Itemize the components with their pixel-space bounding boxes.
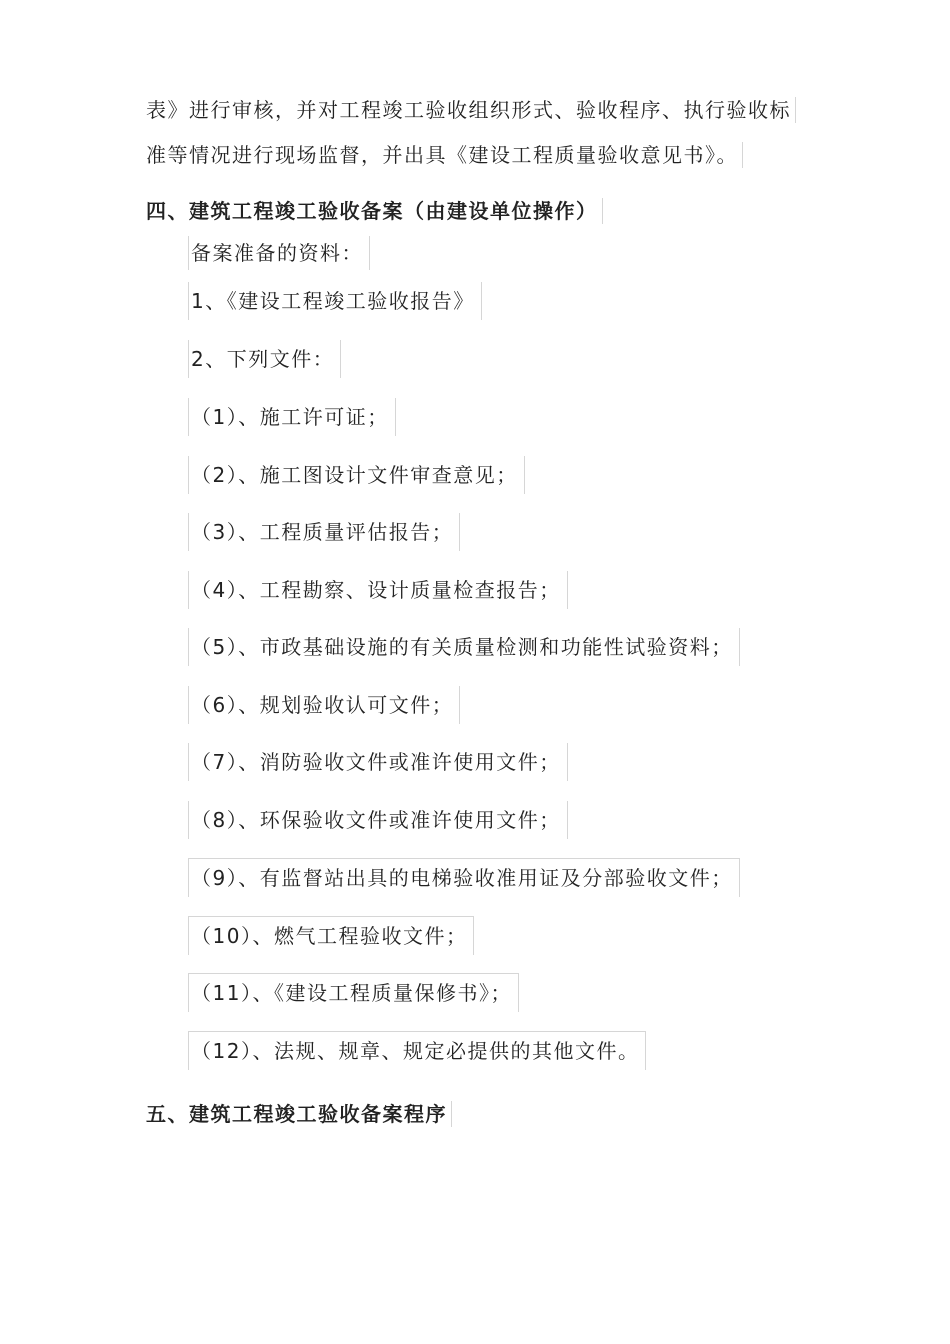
materials-intro: 备案准备的资料： — [188, 236, 370, 270]
file-item-4: （4）、工程勘察、设计质量检查报告； — [188, 571, 568, 609]
item-1-report: 1、《建设工程竣工验收报告》 — [188, 282, 482, 320]
file-item-7: （7）、消防验收文件或准许使用文件； — [188, 743, 568, 781]
file-item-9: （9）、有监督站出具的电梯验收准用证及分部验收文件； — [188, 858, 740, 897]
section-4-heading: 四、建筑工程竣工验收备案（由建设单位操作） — [146, 198, 603, 224]
file-item-8: （8）、环保验收文件或准许使用文件； — [188, 801, 568, 839]
file-item-11: （11）、《建设工程质量保修书》； — [188, 973, 519, 1012]
file-item-6: （6）、规划验收认可文件； — [188, 686, 460, 724]
file-item-3: （3）、工程质量评估报告； — [188, 513, 460, 551]
file-item-1: （1）、施工许可证； — [188, 398, 396, 436]
file-item-2: （2）、施工图设计文件审查意见； — [188, 456, 525, 494]
section-5-heading: 五、建筑工程竣工验收备案程序 — [146, 1101, 452, 1127]
file-item-12: （12）、法规、规章、规定必提供的其他文件。 — [188, 1031, 646, 1070]
paragraph-line-2: 准等情况进行现场监督，并出具《建设工程质量验收意见书》。 — [146, 142, 743, 168]
paragraph-line-1: 表》进行审核，并对工程竣工验收组织形式、验收程序、执行验收标 — [146, 97, 796, 123]
file-item-10: （10）、燃气工程验收文件； — [188, 916, 474, 955]
item-2-documents: 2、下列文件： — [188, 340, 341, 378]
file-item-5: （5）、市政基础设施的有关质量检测和功能性试验资料； — [188, 628, 740, 666]
